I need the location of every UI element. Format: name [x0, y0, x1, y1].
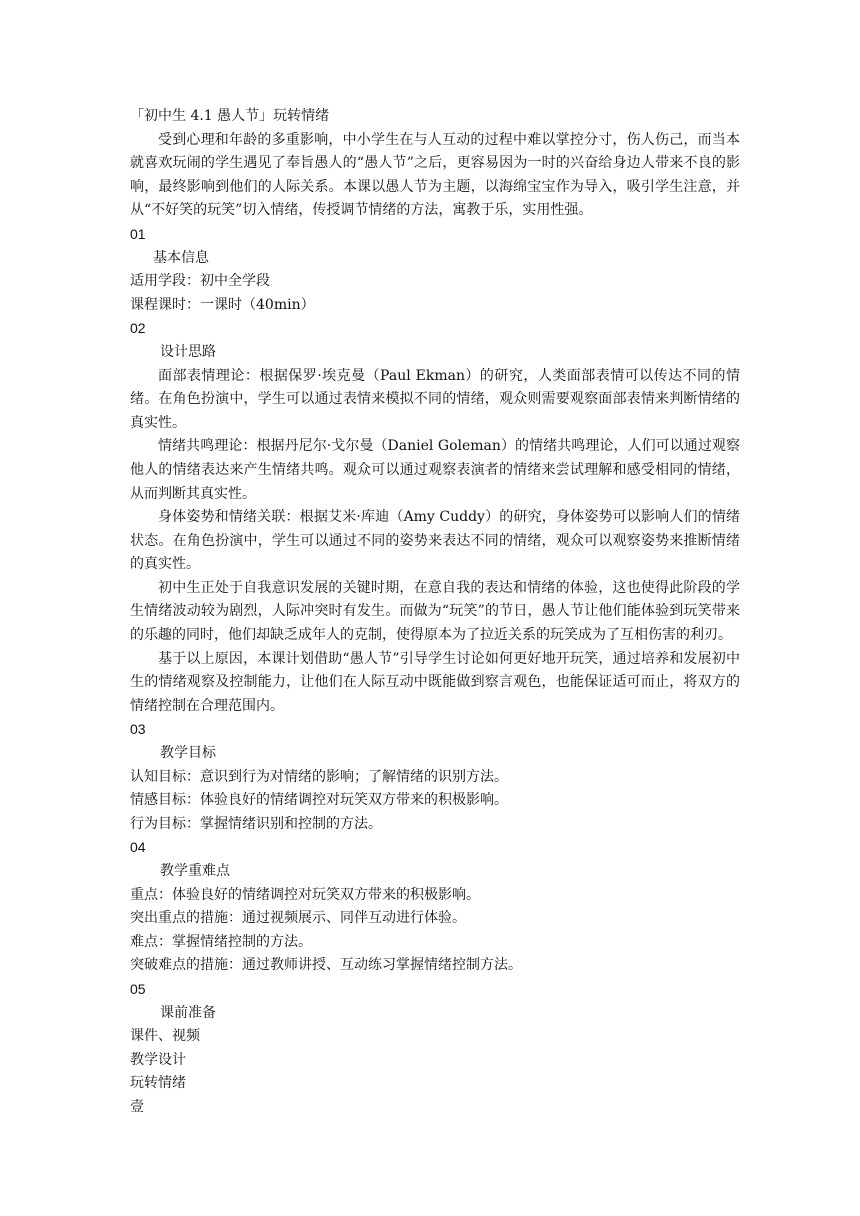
intro-paragraph: 受到心理和年龄的多重影响，中小学生在与人互动的过程中难以掌控分寸，伤人伤己，而当本就喜欢玩闹的学生遇见了奉旨愚人的“愚人节”之后，更容易因为一时的兴奋给身边人带来不良的影响，最终影响到他们的人际关系。本课以愚人节为主题，以海绵宝宝作为导入，吸引学生注意，并从“不好笑的玩笑”切入情绪，传授调节情绪的方法，寓教于乐，实用性强。 [130, 131, 740, 219]
section-heading-basic-info: 基本信息 [153, 249, 209, 266]
section-number-03: 03 [130, 721, 146, 738]
prep-item-design: 教学设计 [130, 1051, 186, 1068]
section-number-01: 01 [130, 225, 146, 242]
difficulty-item: 难点：掌握情绪控制的方法。 [130, 933, 312, 950]
design-paragraph-students: 初中生正处于自我意识发展的关键时期，在意自我的表达和情绪的体验，这也使得此阶段的学生情绪波动较为剧烈，人际冲突时有发生。而做为“玩笑”的节日，愚人节让他们能体验到玩笑带来的乐趣的同时，他们却缺乏成年人的克制，使得原本为了拉近关系的玩笑成为了互相伤害的利刃。 [130, 579, 740, 644]
design-paragraph-resonance: 情绪共鸣理论：根据丹尼尔·戈尔曼（Daniel Goleman）的情绪共鸣理论，人们可以通过观察他人的情绪表达来产生情绪共鸣。观众可以通过观察表演者的情绪来尝试理解和感受相同的情绪，从而判断其真实性。 [130, 438, 740, 502]
goal-item-emotional: 情感目标：体验良好的情绪调控对玩笑双方带来的积极影响。 [130, 792, 508, 809]
section-number-05: 05 [130, 980, 146, 997]
section-heading-design: 设计思路 [160, 343, 216, 360]
document-title: 「初中生 4.1 愚人节」玩转情绪 [130, 108, 330, 124]
prep-item-materials: 课件、视频 [130, 1028, 200, 1045]
info-item-duration: 课程课时：一课时（40min） [130, 296, 315, 313]
document-body [130, 105, 740, 1120]
difficulty-measure: 突破难点的措施：通过教师讲授、互动练习掌握情绪控制方法。 [130, 957, 522, 974]
info-item-grade: 适用学段：初中全学段 [130, 273, 270, 290]
prep-item-title: 玩转情绪 [130, 1075, 186, 1092]
section-number-02: 02 [130, 320, 146, 337]
section-number-04: 04 [130, 839, 146, 856]
key-point-item: 重点：体验良好的情绪调控对玩笑双方带来的积极影响。 [130, 886, 480, 903]
design-paragraph-facial: 面部表情理论：根据保罗·埃克曼（Paul Ekman）的研究，人类面部表情可以传达不同的情绪。在角色扮演中，学生可以通过表情来模拟不同的情绪，观众则需要观察面部表情来判断情绪的真实性。 [130, 367, 740, 431]
section-heading-preparation: 课前准备 [160, 1004, 216, 1021]
section-heading-goals: 教学目标 [160, 745, 216, 762]
prep-item-part-one: 壹 [130, 1098, 144, 1115]
key-point-measure: 突出重点的措施：通过视频展示、同伴互动进行体验。 [130, 910, 466, 927]
goal-item-cognitive: 认知目标：意识到行为对情绪的影响；了解情绪的识别方法。 [130, 768, 508, 785]
goal-item-behavioral: 行为目标：掌握情绪识别和控制的方法。 [130, 815, 382, 832]
section-heading-key-points: 教学重难点 [160, 863, 230, 879]
design-paragraph-plan: 基于以上原因，本课计划借助“愚人节”引导学生讨论如何更好地开玩笑，通过培养和发展初中生的情绪观察及控制能力，让他们在人际互动中既能做到察言观色，也能保证适可而止，将双方的情绪控制在合理范围内。 [130, 650, 740, 714]
design-paragraph-posture: 身体姿势和情绪关联：根据艾米·库迪（Amy Cuddy）的研究，身体姿势可以影响人们的情绪状态。在角色扮演中，学生可以通过不同的姿势来表达不同的情绪，观众可以观察姿势来推断情绪的真实性。 [130, 509, 740, 573]
